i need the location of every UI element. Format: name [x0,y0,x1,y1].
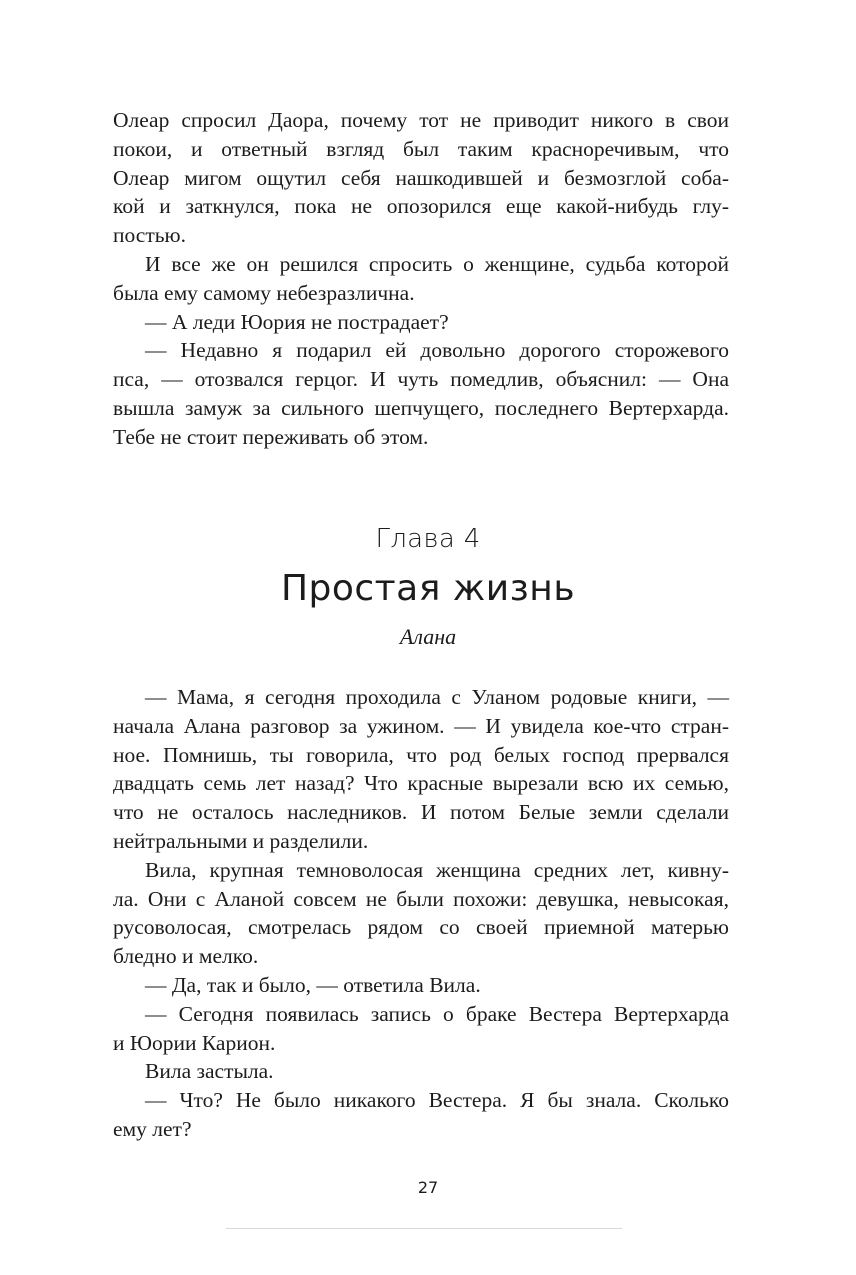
text-line: постью. [113,223,186,248]
text-line: — Недавно я подарил ей довольно дорогого сторожевого [145,338,729,363]
bottom-passage [113,683,729,1144]
text-line: — А леди Юория не пострадает? [145,309,449,334]
text-line: — Сегодня появилась запись о браке Вестера Вертерхарда [145,1001,729,1026]
top-passage [113,106,729,452]
chapter-pov-subtitle: Алана [399,624,457,649]
footer-divider [226,1228,622,1229]
text-line: Вила, крупная темноволосая женщина средних лет, кивну- [145,857,729,882]
text-line: Тебе не стоит переживать об этом. [113,424,429,449]
text-line: что не осталось наследников. И потом Белые земли сделали [113,800,729,825]
text-line: — Да, так и было, — ответила Вила. [145,972,481,997]
text-line: бледно и мелко. [113,944,259,969]
text-line: кой и заткнулся, пока не опозорился еще какой-нибудь глу- [113,194,729,219]
text-line: — Мама, я сегодня проходила с Уланом родовые книги, — [145,685,729,709]
text-line: и Юории Карион. [113,1030,276,1055]
text-line: вышла замуж за сильного шепчущего, последнего Вертерхарда. [113,395,729,420]
text-line: русоволосая, смотрелась рядом со своей приемной матерью [113,915,729,940]
text-line: покои, и ответный взгляд был таким красноречивым, что [113,136,729,161]
text-line: — Что? Не было никакого Вестера. Я бы знала. Сколько [145,1088,729,1113]
text-line: была ему самому небезразлична. [113,280,415,305]
text-line: пса, — отозвался герцог. И чуть помедлив, объяснил: — Она [113,367,729,392]
text-line: двадцать семь лет назад? Что красные вырезали всю их семью, [113,771,729,796]
chapter-label: Глава 4 [375,524,481,554]
chapter-title: Простая жизнь [280,568,576,609]
text-line: нейтральными и разделили. [113,828,369,853]
text-line: Олеар спросил Даора, почему тот не приводит никого в свои [113,108,729,132]
text-line: начала Алана разговор за ужином. — И увидела кое-что стран- [113,713,729,738]
text-line: ла. Они с Аланой совсем не были похожи: девушка, невысокая, [113,886,729,911]
text-line: И все же он решился спросить о женщине, судьба которой [145,251,729,276]
text-line: ему лет? [113,1116,192,1141]
text-line: Вила застыла. [145,1059,274,1084]
page-number: 27 [417,1178,439,1197]
text-line: Олеар мигом ощутил себя нашкодившей и безмозглой соба- [113,165,729,190]
text-line: ное. Помнишь, ты говорила, что род белых господ прервался [113,742,729,767]
